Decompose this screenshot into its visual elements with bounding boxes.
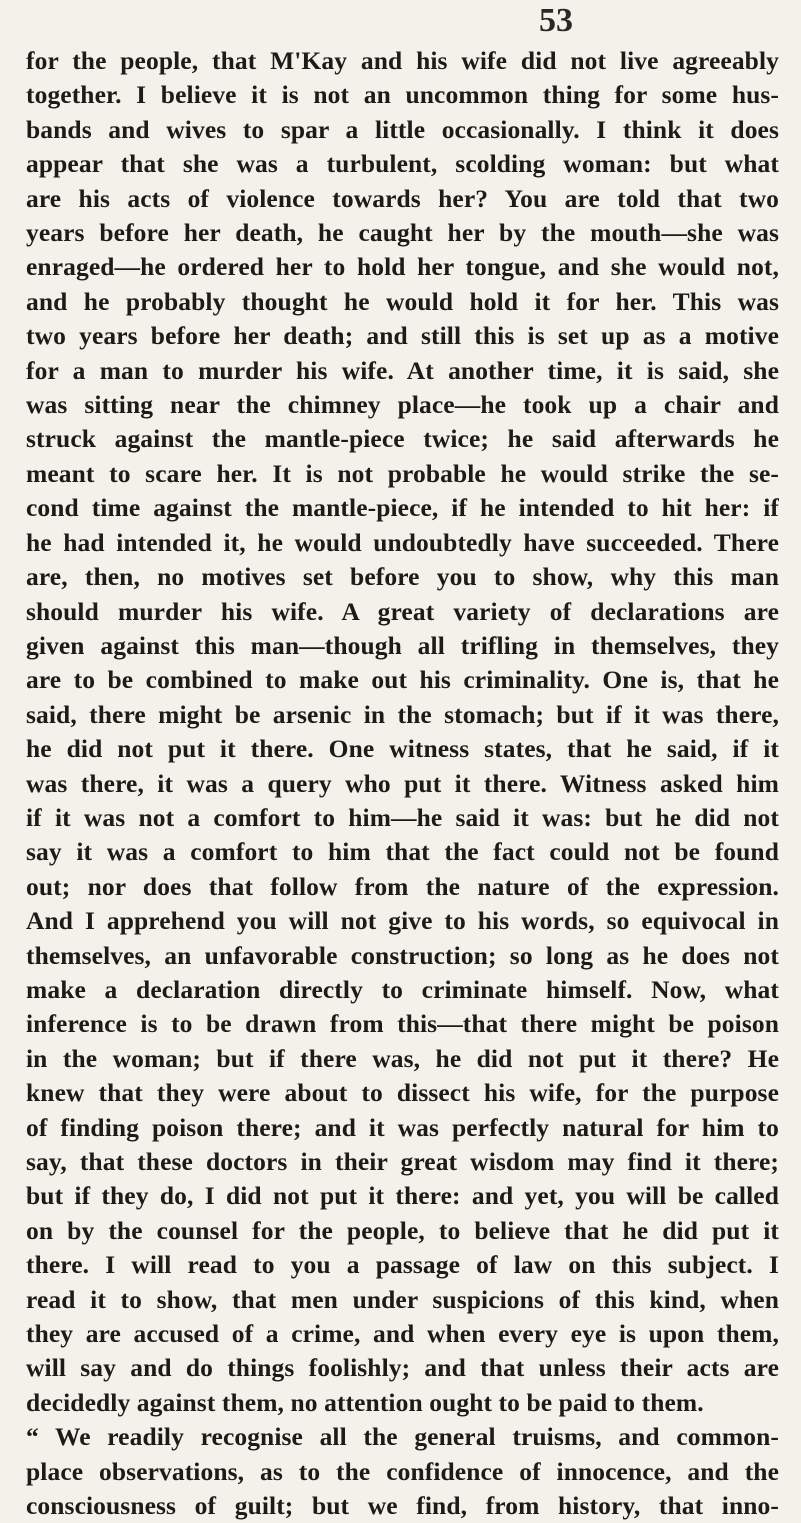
text-line: struck against the mantle-piece twice; he said afterwards he <box>26 424 779 454</box>
text-line: decidedly against them, no attention ought to be paid to them. <box>26 1387 704 1417</box>
text-line: enraged—he ordered her to hold her tongue, and she would not, <box>26 252 779 282</box>
text-line: say it was a comfort to him that the fact could not be found <box>26 837 779 867</box>
text-line: are to be combined to make out his criminality. One is, that he <box>26 665 779 695</box>
text-line: “ We readily recognise all the general truisms, and common- <box>26 1422 779 1452</box>
text-line: are, then, no motives set before you to show, why this man <box>26 562 779 592</box>
text-line: years before her death, he caught her by the mouth—she was <box>26 218 779 248</box>
text-line: And I apprehend you will not give to his words, so equivocal in <box>26 906 779 936</box>
text-line: should murder his wife. A great variety of declarations are <box>26 596 779 626</box>
text-line: they are accused of a crime, and when every eye is upon them, <box>26 1319 779 1349</box>
text-line: for the people, that M'Kay and his wife did not live agreeably <box>26 46 779 75</box>
text-line: said, there might be arsenic in the stomach; but if it was there, <box>26 699 779 729</box>
text-line: of finding poison there; and it was perfectly natural for him to <box>26 1112 779 1142</box>
text-line: there. I will read to you a passage of law on this subject. I <box>26 1250 779 1280</box>
text-line: he had intended it, he would undoubtedly have succeeded. There <box>26 527 779 557</box>
body-text <box>26 44 779 1523</box>
text-line: given against this man—though all trifling in themselves, they <box>26 630 779 660</box>
text-line: if it was not a comfort to him—he said it was: but he did not <box>26 802 779 832</box>
text-line: themselves, an unfavorable construction; so long as he does not <box>26 940 779 970</box>
text-line: but if they do, I did not put it there: and yet, you will be called <box>26 1181 779 1211</box>
text-line: in the woman; but if there was, he did not put it there? He <box>26 1043 779 1073</box>
text-line: two years before her death; and still this is set up as a motive <box>26 321 779 351</box>
text-line: inference is to be drawn from this—that there might be poison <box>26 1009 779 1039</box>
text-line: knew that they were about to dissect his wife, for the purpose <box>26 1078 779 1108</box>
text-line: appear that she was a turbulent, scolding woman: but what <box>26 149 779 179</box>
text-line: out; nor does that follow from the nature of the expression. <box>26 871 779 901</box>
text-line: on by the counsel for the people, to believe that he did put it <box>26 1215 779 1245</box>
text-line: was there, it was a query who put it there. Witness asked him <box>26 768 779 798</box>
text-line: cond time against the mantle-piece, if he intended to hit her: if <box>26 493 779 523</box>
text-line: bands and wives to spar a little occasionally. I think it does <box>26 114 779 144</box>
text-line: for a man to murder his wife. At another time, it is said, she <box>26 355 779 385</box>
page-number: 53 <box>539 2 573 39</box>
text-line: make a declaration directly to criminate himself. Now, what <box>26 974 779 1004</box>
text-line: consciousness of guilt; but we find, from history, that inno- <box>26 1491 779 1521</box>
text-line: he did not put it there. One witness states, that he said, if it <box>26 734 779 764</box>
text-line: was sitting near the chimney place—he took up a chair and <box>26 390 779 420</box>
text-line: meant to scare her. It is not probable he would strike the se- <box>26 458 779 488</box>
text-line: and he probably thought he would hold it for her. This was <box>26 286 779 316</box>
text-line: are his acts of violence towards her? You are told that two <box>26 183 779 213</box>
text-line: read it to show, that men under suspicions of this kind, when <box>26 1284 779 1314</box>
text-line: say, that these doctors in their great wisdom may find it there; <box>26 1147 779 1176</box>
text-line: will say and do things foolishly; and that unless their acts are <box>26 1353 779 1383</box>
text-line: place observations, as to the confidence of innocence, and the <box>26 1456 779 1486</box>
text-line: together. I believe it is not an uncommon thing for some hus- <box>26 80 779 110</box>
